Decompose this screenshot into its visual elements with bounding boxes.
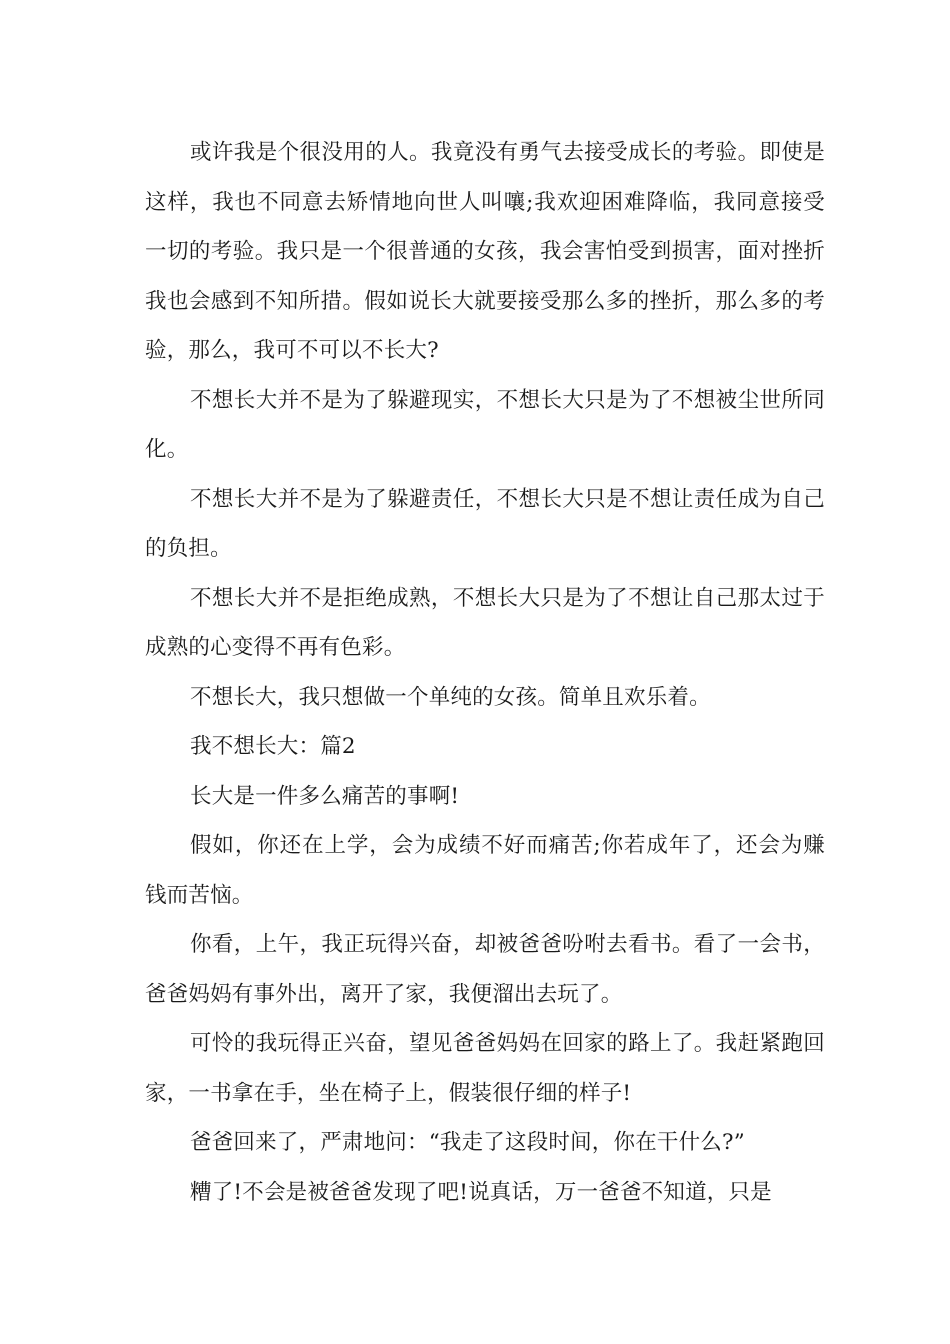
paragraph: 不想长大并不是拒绝成熟，不想长大只是为了不想让自己那太过于成熟的心变得不再有色彩。	[145, 585, 825, 660]
section-heading: 我不想长大：篇2	[190, 734, 356, 759]
paragraph: 不想长大，我只想做一个单纯的女孩。简单且欢乐着。	[190, 684, 711, 710]
document-body	[145, 128, 825, 1217]
paragraph: 长大是一件多么痛苦的事啊!	[190, 783, 460, 809]
paragraph: 你看，上午，我正玩得兴奋，却被爸爸吩咐去看书。看了一会书，爸爸妈妈有事外出，离开了家，我便溜出去玩了。	[145, 932, 825, 1007]
paragraph: 糟了!不会是被爸爸发现了吧!说真话，万一爸爸不知道，只是	[190, 1179, 772, 1205]
paragraph: 可怜的我玩得正兴奋，望见爸爸妈妈在回家的路上了。我赶紧跑回家，一书拿在手，坐在椅子上，假装很仔细的样子!	[145, 1031, 825, 1106]
paragraph: 爸爸回来了，严肃地问：“我走了这段时间，你在干什么?”	[190, 1130, 745, 1155]
paragraph: 不想长大并不是为了躲避现实，不想长大只是为了不想被尘世所同化。	[145, 387, 825, 462]
paragraph: 或许我是个很没用的人。我竟没有勇气去接受成长的考验。即使是这样，我也不同意去矫情地向世人叫嚷;我欢迎困难降临，我同意接受一切的考验。我只是一个很普通的女孩，我会害怕受到损害，面对挫折我也会感到不知所措。假如说长大就要接受那么多的挫折，那么多的考验，那么，我可不可以不长大?	[145, 140, 825, 363]
paragraph: 假如，你还在上学，会为成绩不好而痛苦;你若成年了，还会为赚钱而苦恼。	[145, 833, 825, 908]
paragraph: 不想长大并不是为了躲避责任，不想长大只是不想让责任成为自己的负担。	[145, 486, 825, 561]
